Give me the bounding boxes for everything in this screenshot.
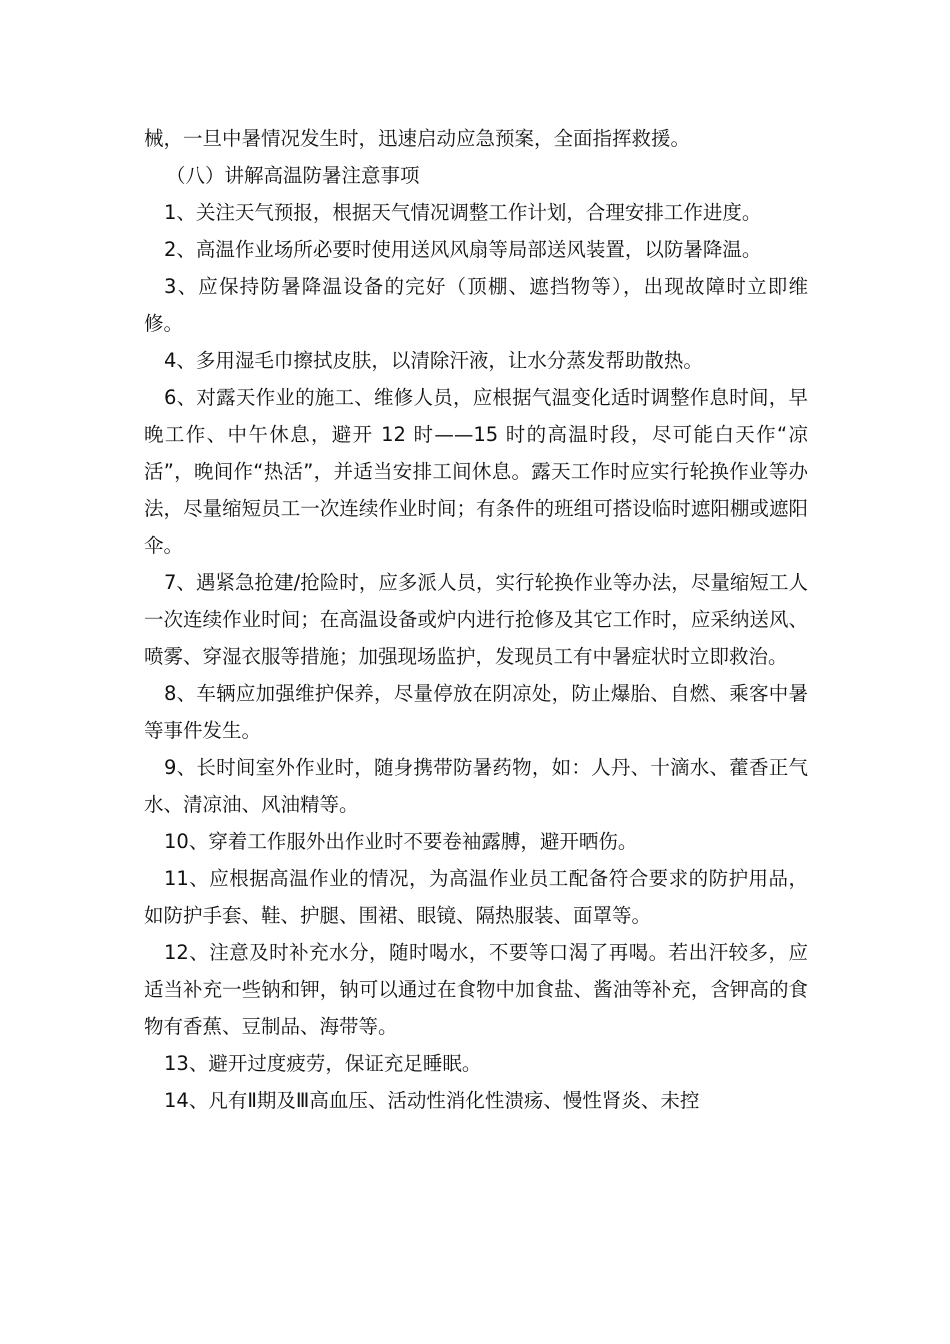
list-item-11: 11、应根据高温作业的情况，为高温作业员工配备符合要求的防护用品，如防护手套、鞋、护腿、围裙、眼镜、隔热服装、面罩等。	[144, 867, 808, 927]
list-item-6: 6、对露天作业的施工、维修人员，应根据气温变化适时调整作息时间，早晚工作、中午休息，避开 12 时——15 时的高温时段，尽可能白天作“凉活”，晚间作“热活”，并适当安排工间休息。露天工作时应实行轮换作业等办法，尽量缩短员工一次连续作业时间；有条件的班组可搭设临时遮阳棚或遮阳伞。	[144, 386, 808, 557]
list-item-14: 14、凡有Ⅱ期及Ⅲ高血压、活动性消化性溃疡、慢性肾炎、未控	[164, 1089, 700, 1112]
list-item-10: 10、穿着工作服外出作业时不要卷袖露膊，避开晒伤。	[164, 830, 638, 853]
section-heading-8: （八）讲解高温防暑注意事项	[166, 164, 420, 187]
list-item-9: 9、长时间室外作业时，随身携带防暑药物，如：人丹、十滴水、藿香正气水、清凉油、风油精等。	[144, 756, 808, 816]
list-item-1: 1、关注天气预报，根据天气情况调整工作计划，合理安排工作进度。	[164, 201, 762, 224]
list-item-4: 4、多用湿毛巾擦拭皮肤，以清除汗液，让水分蒸发帮助散热。	[164, 349, 703, 372]
list-item-7: 7、遇紧急抢建/抢险时，应多派人员，实行轮换作业等办法，尽量缩短工人一次连续作业时间；在高温设备或炉内进行抢修及其它工作时，应采纳送风、喷雾、穿湿衣服等措施；加强现场监护，发现员工有中暑症状时立即救治。	[144, 571, 808, 668]
list-item-13: 13、避开过度疲劳，保证充足睡眠。	[164, 1052, 482, 1075]
list-item-2: 2、高温作业场所必要时使用送风风扇等局部送风装置，以防暑降温。	[164, 238, 762, 261]
list-item-3: 3、应保持防暑降温设备的完好（顶棚、遮挡物等），出现故障时立即维修。	[144, 275, 808, 335]
paragraph-continuation: 械，一旦中暑情况发生时，迅速启动应急预案，全面指挥救援。	[144, 127, 691, 150]
list-item-12: 12、注意及时补充水分，随时喝水，不要等口渴了再喝。若出汗较多，应适当补充一些钠和钾，钠可以通过在食物中加食盐、酱油等补充，含钾高的食物有香蕉、豆制品、海带等。	[144, 941, 808, 1038]
list-item-8: 8、车辆应加强维护保养，尽量停放在阴凉处，防止爆胎、自燃、乘客中暑等事件发生。	[144, 682, 808, 742]
document-body	[144, 120, 808, 1119]
